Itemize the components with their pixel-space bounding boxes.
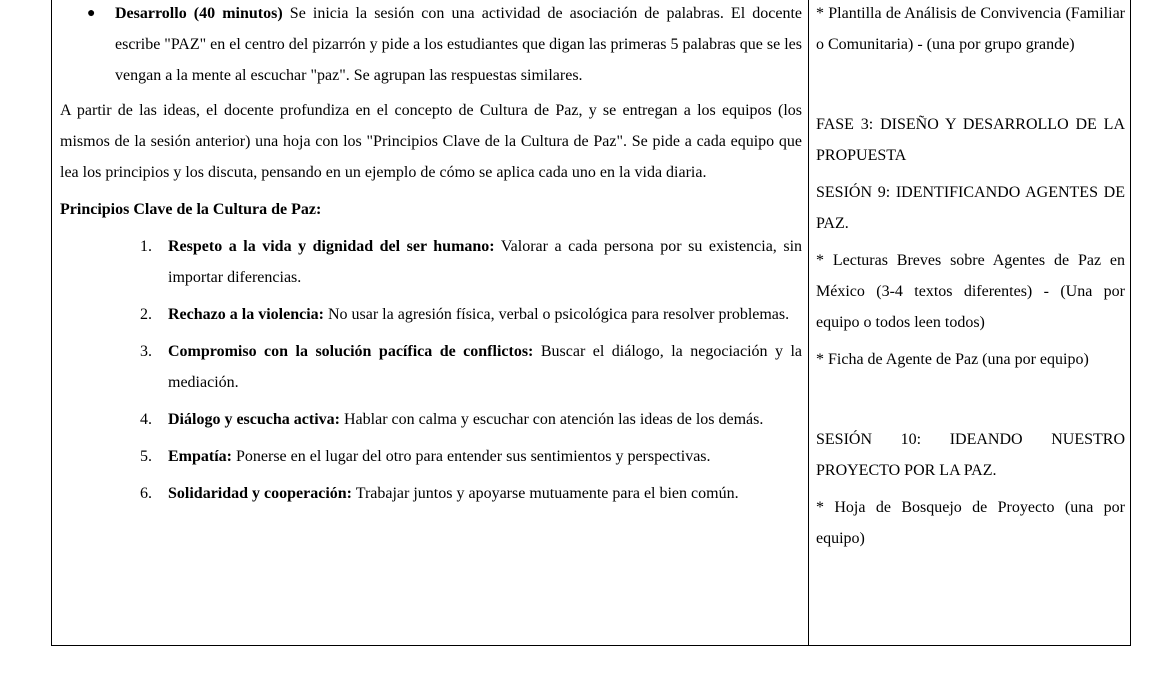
material-item: * Plantilla de Análisis de Convivencia (Familiar o Comunitaria) - (una por grupo grande) — [816, 5, 1125, 53]
principle-number: 3. — [140, 343, 152, 360]
principle-text: No usar la agresión física, verbal o psicológica para resolver problemas. — [323, 306, 790, 323]
principle-title: Rechazo a la violencia: — [168, 306, 324, 323]
principle-title: Compromiso con la solución pacífica de conflictos: — [168, 343, 534, 360]
principle-text: Hablar con calma y escuchar con atención las ideas de los demás. — [339, 411, 764, 428]
material-item: * Ficha de Agente de Paz (una por equipo) — [816, 351, 1089, 368]
intro-paragraph: A partir de las ideas, el docente profundiza en el concepto de Cultura de Paz, y se entregan a los equipos (los mismos de la sesión anterior) una hoja con los "Principios Clave de la Cultura de Paz". Se pide a cada equipo que lea los principios y los discuta, pensando en un ejemplo de cómo se aplica cada uno en la vida diaria. — [60, 102, 802, 181]
development-title: Desarrollo (40 minutos) — [115, 5, 283, 22]
principle-text: Trabajar juntos y apoyarse mutuamente para el bien común. — [352, 485, 739, 502]
principle-text: Valorar a cada persona por su existencia, sin importar diferencias. — [168, 238, 803, 286]
principle-title: Empatía: — [168, 448, 232, 465]
principle-number: 6. — [140, 485, 152, 502]
principle-number: 2. — [140, 306, 152, 323]
materials-column — [816, 0, 1125, 554]
principle-number: 5. — [140, 448, 152, 465]
development-bullet — [60, 0, 802, 91]
principle-number: 1. — [140, 238, 152, 255]
principle-item — [60, 231, 802, 293]
principle-text: Buscar el diálogo, la negociación y la mediación. — [168, 343, 803, 391]
principle-title: Diálogo y escucha activa: — [168, 411, 340, 428]
principle-item — [60, 336, 802, 398]
activities-column — [60, 0, 802, 515]
lesson-plan-table — [51, 0, 1131, 646]
principle-item — [60, 404, 802, 435]
material-item: * Hoja de Bosquejo de Proyecto (una por equipo) — [816, 499, 1125, 547]
principle-item — [60, 299, 802, 330]
development-text: Se inicia la sesión con una actividad de asociación de palabras. El docente escribe "PAZ" en el centro del pizarrón y pide a los estudiantes que digan las primeras 5 palabras que se les vengan a la mente al escuchar "paz". Se agrupan las respuestas similares. — [115, 5, 802, 84]
session-9-title: SESIÓN 9: IDENTIFICANDO AGENTES DE PAZ. — [816, 184, 1125, 232]
principles-list — [60, 231, 802, 509]
material-item: * Lecturas Breves sobre Agentes de Paz en México (3-4 textos diferentes) - (Una por equipo o todos leen todos) — [816, 252, 1125, 331]
phase-title: FASE 3: DISEÑO Y DESARROLLO DE LA PROPUESTA — [816, 116, 1125, 164]
principles-heading: Principios Clave de la Cultura de Paz: — [60, 201, 322, 218]
session-10-title: SESIÓN 10: IDEANDO NUESTRO PROYECTO POR LA PAZ. — [816, 431, 1125, 479]
column-divider — [808, 0, 809, 645]
principle-title: Respeto a la vida y dignidad del ser humano: — [168, 238, 495, 255]
principle-title: Solidaridad y cooperación: — [168, 485, 353, 502]
principle-item — [60, 441, 802, 472]
principle-item — [60, 478, 802, 509]
principle-text: Ponerse en el lugar del otro para entender sus sentimientos y perspectivas. — [232, 448, 711, 465]
principle-number: 4. — [140, 411, 152, 428]
bullet-dot-icon: ● — [87, 6, 96, 21]
